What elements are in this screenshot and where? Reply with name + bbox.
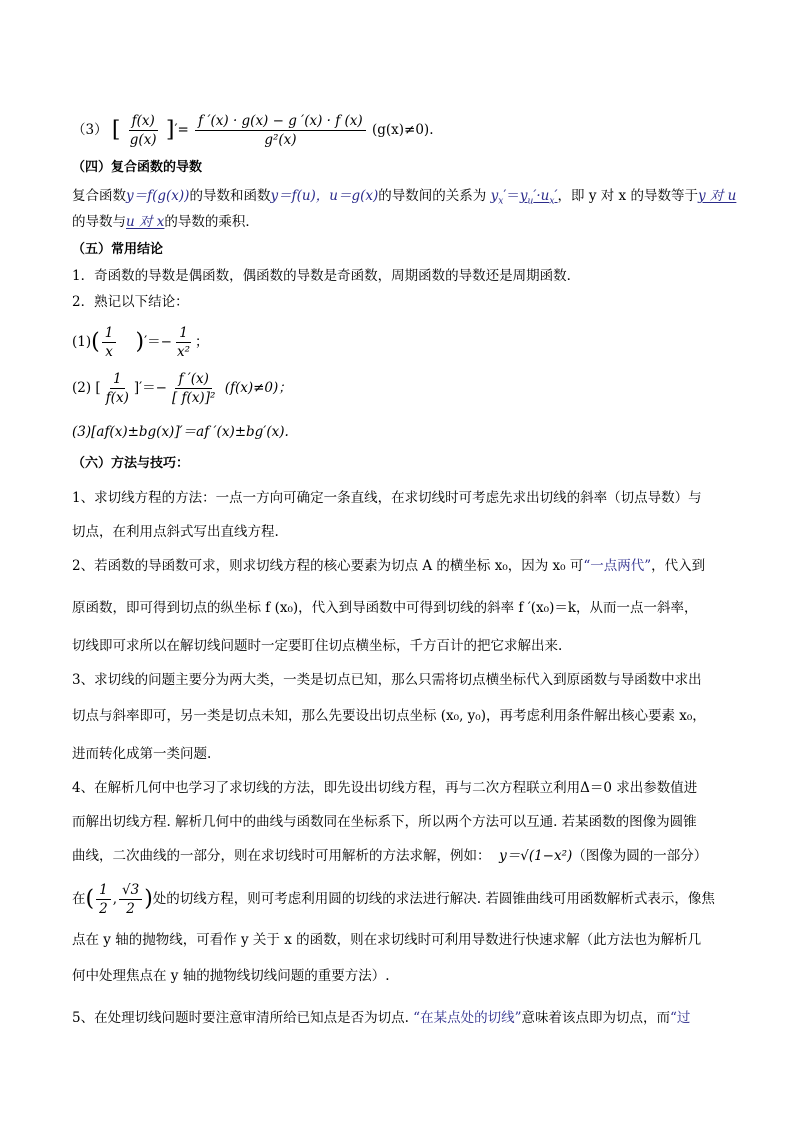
lhs-denominator: g(x) bbox=[129, 132, 157, 148]
section4-line2 bbox=[72, 212, 259, 232]
result-label: (1) bbox=[72, 334, 92, 350]
quoted-text: “过 bbox=[669, 1010, 691, 1026]
paren-right: ) bbox=[144, 886, 153, 912]
numerator: 1 bbox=[176, 324, 191, 343]
p3-line1: 3、求切线的问题主要分为两大类，一类是切点已知，那么只需将切点横坐标代入到原函数与导函数中求出 bbox=[72, 672, 702, 688]
bracket-left: [ bbox=[111, 117, 121, 143]
underlined-text: y 对 u bbox=[697, 188, 737, 204]
text: 2、若函数的导函数可求，则求切线方程的核心要素为切点 A 的横坐标 x₀，因为 x₀ 可 bbox=[72, 558, 584, 574]
math: y＝f(u)，u＝g(x) bbox=[270, 188, 379, 204]
text: 的导数与 bbox=[72, 214, 126, 230]
subscript: u bbox=[527, 196, 534, 207]
section5-item2: 2．熟记以下结论： bbox=[72, 294, 189, 310]
point-y-fraction bbox=[119, 881, 142, 918]
math: y bbox=[519, 188, 528, 204]
text: 在 bbox=[72, 891, 86, 907]
result1-fraction bbox=[102, 324, 117, 361]
p2-line1 bbox=[72, 556, 705, 576]
underlined-text: u 对 x bbox=[126, 214, 165, 230]
denominator: [ f(x)]² bbox=[172, 390, 216, 406]
p2-line3: 切线即可求所以在解切线问题时一定要盯住切点横坐标，千方百计的把它求解出来. bbox=[72, 638, 563, 654]
text: 意味着该点即为切点，而 bbox=[521, 1010, 670, 1026]
rhs-numerator: f ′(x) · g(x) − g ′(x) · f (x) bbox=[195, 112, 366, 131]
p3-line2: 切点与斜率即可，另一类是切点未知，那么先要设出切点坐标 (x₀, y₀)，再考虑利用条件解出核心要素 x₀， bbox=[72, 708, 706, 724]
section5-item1: 1．奇函数的导数是偶函数，偶函数的导数是奇函数，周期函数的导数还是周期函数． bbox=[72, 268, 581, 284]
rhs-fraction bbox=[195, 112, 366, 149]
result-label: (2) bbox=[72, 380, 92, 396]
prime-mark: ′ bbox=[174, 122, 178, 138]
denominator: 2 bbox=[126, 901, 135, 917]
equals: ′＝− bbox=[144, 334, 172, 350]
math: ′＝ bbox=[503, 188, 520, 204]
lhs-numerator: f(x) bbox=[129, 112, 158, 131]
p4-line4: 在( $\frac{1}{2}$ , $\frac{√3}{2}$ )处的切线方程，则可考虑利用圆的切线的求法进行解决. 若圆锥曲线可用函数解析式表示，像焦 bbox=[72, 882, 715, 917]
numerator: f ′(x) bbox=[175, 370, 212, 389]
text: 处的切线方程，则可考虑利用圆的切线的求法进行解决. 若圆锥曲线可用函数解析式表示，像焦 bbox=[152, 891, 715, 907]
numerator: 1 bbox=[102, 324, 117, 343]
numerator: 1 bbox=[96, 881, 111, 900]
p3-line3: 进而转化成第一类问题. bbox=[72, 746, 212, 762]
math: y bbox=[490, 188, 499, 204]
denominator: x bbox=[105, 344, 113, 360]
subscript: x bbox=[549, 196, 555, 207]
result2-fraction bbox=[103, 370, 132, 407]
text: （图像为圆的一部分） bbox=[572, 848, 708, 864]
p1-line1: 1、求切线方程的方法：一点一方向可确定一条直线，在求切线时可考虑先求出切线的斜率（切点导数）与 bbox=[72, 490, 702, 506]
section4-line1 bbox=[72, 186, 736, 212]
rhs-denominator: g²(x) bbox=[264, 132, 297, 148]
math: y＝f(g(x)) bbox=[126, 188, 190, 204]
paren-right: ) bbox=[135, 329, 145, 355]
result-3: (3)[af(x)±bg(x)]′＝af ′(x)±bg′(x). bbox=[72, 424, 289, 440]
result-2: (2) [ $\frac{1}{f(x)}$ ]′＝− $\frac{f '(x)}{\text{[ f(x)]²}}$ (f(x)≠0)； bbox=[72, 371, 292, 406]
text: 的导数和函数 bbox=[189, 188, 271, 204]
denominator: x² bbox=[176, 344, 190, 360]
p4-line3 bbox=[72, 846, 707, 866]
paren-left: ( bbox=[85, 886, 95, 912]
p1-line2: 切点，在利用点斜式写出直线方程. bbox=[72, 524, 279, 540]
formula-condition: (g(x)≠0). bbox=[371, 122, 434, 138]
p4-line1: 4、在解析几何中也学习了求切线的方法，即先设出切线方程，再与二次方程联立利用Δ＝0 求出参数值进 bbox=[72, 780, 698, 796]
denominator: f(x) bbox=[105, 390, 129, 406]
result-1 bbox=[72, 324, 209, 361]
p2-line2: 原函数，即可得到切点的纵坐标 f (x₀)，代入到导函数中可得到切线的斜率 f ′(x₀)＝k，从而一点一斜率， bbox=[72, 600, 698, 616]
text: 曲线，二次曲线的一部分，则在求切线时可用解析的方法求解，例如： bbox=[72, 848, 491, 864]
math: ′ bbox=[554, 188, 558, 204]
text: 的导数间的关系为 bbox=[378, 188, 491, 204]
lhs-fraction bbox=[127, 112, 160, 149]
denominator: 2 bbox=[99, 901, 108, 917]
formula-quotient-rule bbox=[72, 112, 433, 149]
bracket-right: ] bbox=[165, 117, 175, 143]
numerator: √3 bbox=[119, 881, 142, 900]
underlined-chain bbox=[519, 188, 558, 207]
text: ，代入到 bbox=[651, 558, 706, 574]
section6-heading: （六）方法与技巧： bbox=[72, 456, 190, 471]
formula-label: （3） bbox=[72, 122, 108, 138]
subscript: x bbox=[498, 196, 504, 207]
math-expression: y＝√(1−x²) bbox=[499, 848, 573, 864]
p5-line1 bbox=[72, 1008, 690, 1028]
text: 的导数的乘积． bbox=[164, 214, 259, 230]
text: ，即 y 对 x 的导数等于 bbox=[557, 188, 698, 204]
p4-line6: 何中处理焦点在 y 轴的抛物线切线问题的重要方法）. bbox=[72, 968, 390, 984]
quoted-text: “在某点处的切线” bbox=[413, 1010, 522, 1026]
condition: (f(x)≠0)； bbox=[224, 380, 292, 396]
p4-line5: 点在 y 轴的抛物线，可看作 y 关于 x 的函数，则在求切线时可利用导数进行快速求解（此方法也为解析几 bbox=[72, 932, 702, 948]
section5-heading: （五）常用结论 bbox=[72, 242, 164, 257]
equals-sign: = bbox=[177, 122, 189, 138]
paren-left: ( bbox=[91, 329, 100, 355]
result1-rhs-fraction bbox=[174, 324, 193, 361]
quoted-text: “一点两代” bbox=[583, 558, 652, 574]
equals: ]′＝− bbox=[133, 380, 167, 396]
semicolon: ； bbox=[195, 334, 209, 350]
text: 5、在处理切线问题时要注意审清所给已知点是否为切点. bbox=[72, 1010, 414, 1026]
math: ′·u bbox=[533, 188, 550, 204]
numerator: 1 bbox=[110, 370, 125, 389]
result2-rhs-fraction bbox=[169, 370, 218, 407]
text: 复合函数 bbox=[72, 188, 126, 204]
point-x-fraction bbox=[96, 881, 111, 918]
p4-line2: 而解出切线方程. 解析几何中的曲线与函数同在坐标系下，所以两个方法可以互通. 若某函数的图像为圆锥 bbox=[72, 814, 697, 830]
section4-heading: （四）复合函数的导数 bbox=[72, 160, 203, 175]
